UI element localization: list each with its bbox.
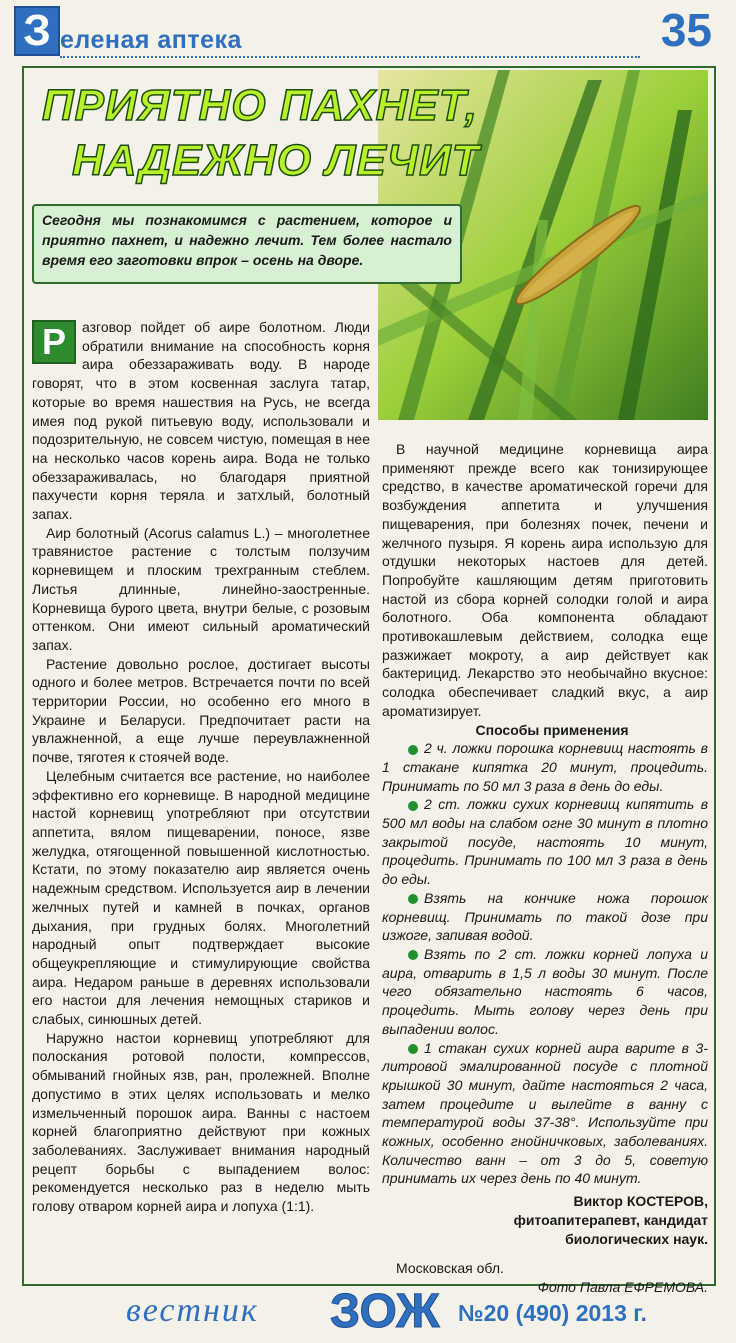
method-text: Взять на кончике ножа порошок корневищ. Принимать по такой дозе при изжоге, запивая водой. — [382, 889, 708, 944]
method-item — [382, 795, 708, 889]
dropcap: Р — [32, 320, 76, 364]
paragraph: В научной медицине корневища аира применяют прежде всего как тонизирующее средство, в качестве ароматической горечи для возбуждения аппетита и улучшения пищеварения, при болезнях почек, печени и желчного пузыря. Я корень аира использую для отдушки некоторых настоев для детей. Попробуйте кашляющим детям приготовить настой из сбора корней солодки голой и аира болотного. Оба компонента обладают противокашлевым действием, солодка еще разжижает мокроту, а аир действует как бактерицид. Лекарство это необычайно вкусное: солодка обеспечивает сладкий вкус, а аир ароматизирует. — [382, 441, 708, 719]
method-text: 2 ч. ложки порошка корневищ настоять в 1 стакане кипятка 20 минут, процедить. Принимать по 50 мл 3 раза в день до еды. — [382, 740, 708, 794]
rubric-divider — [60, 56, 640, 58]
bullet-dot — [408, 950, 418, 960]
bullet-dot — [408, 745, 418, 755]
bullet-dot — [408, 894, 418, 904]
column-right — [382, 440, 708, 1297]
paragraph: Аир болотный (Acorus calamus L.) – многолетнее травянистое растение с толстым ползучим корневищем и плоским трехгранным стеблем. Листья длинные, линейно-заостренные. Корневища бурого цвета, внутри белые, с розовым оттенком. Они имеют сильный ароматический запах. — [32, 524, 370, 653]
author-title-1: фитоапитерапевт, кандидат — [513, 1212, 708, 1229]
title-line-1: ПРИЯТНО ПАХНЕТ, — [42, 81, 479, 130]
method-text: Взять по 2 ст. ложки корней лопуха и аира, отварить в 1,5 л воды 30 минут. После чего обязательно настоять 6 часов, процедить. Мыть голову через день при выпадении волос. — [382, 945, 708, 1037]
bullet-dot — [408, 1044, 418, 1054]
footer-brand-logo: ЗОЖ — [330, 1285, 440, 1338]
method-item — [382, 945, 708, 1039]
author-name: Виктор КОСТЕРОВ, — [573, 1193, 708, 1210]
method-item — [382, 739, 708, 795]
author-region: Московская обл. — [396, 1260, 504, 1277]
article-lead: Сегодня мы познакомимся с растением, которое и приятно пахнет, и надежно лечит. Тем более настало время его заготовки впрок – осень на дворе. — [32, 204, 462, 284]
photo-credit: Фото Павла ЕФРЕМОВА. — [537, 1278, 708, 1295]
rubric-title: еленая аптека — [60, 26, 242, 54]
bullet-dot — [408, 801, 418, 811]
paragraph: Целебным считается все растение, но наиболее эффективно его корневище. В народной медицине настой корневищ употребляют при отсутствии аппетита, вялом пищеварении, поносе, язве желудка, отягощенной повышенной кислотностью. Кстати, по этому показателю аир является очень надежным средством. Используется аир в лечении желчных путей и камней в почках, органов дыхания, при грудных болях. Многолетний народный опыт подтверждает высокие общеукрепляющие и стимулирующие свойства аира. Недаром раньше в деревнях использовали его настои для лечения немощных стариков и слабых, синюшных детей. — [32, 767, 370, 1028]
article-title — [42, 78, 482, 188]
rubric-initial-badge: З — [14, 6, 60, 56]
footer-issue: №20 (490) 2013 г. — [458, 1300, 647, 1326]
paragraph: Наружно настои корневищ употребляют для полоскания ротовой полости, компрессов, обмываний гнойных язв, ран, пролежней. Вполне допустимо в этих целях использовать и мелко измельченный порошок аира. Ванны с настоем корней благоприятно действуют при кожных заболеваниях. Заслуживает внимания народный рецепт борьбы с выпадением волос: рекомендуется несколько раз в неделю мыть голову отваром корней аира и лопуха (1:1). — [32, 1029, 370, 1215]
author-block — [382, 1192, 708, 1249]
author-title-2: биологических наук. — [565, 1231, 708, 1248]
method-text: 2 ст. ложки сухих корневищ кипятить в 500 мл воды на слабом огне 30 минут в плотно закрытой посуде, настоять 10 минут, процедить. Принимать по 100 мл 3 раза в день до еды. — [382, 796, 708, 888]
column-left — [32, 318, 370, 1216]
paragraph — [32, 318, 370, 524]
footer-brand-script: вестник — [126, 1292, 259, 1329]
paragraph-text: азговор пойдет об аире болотном. Люди обратили внимание на способность корня аира обеззараживать воду. В народе говорят, что в этом косвенная заслуга татар, которые во время нашествия на Русь, не всегда имея под рукой питьевую воду, использовали и подозрительную, не совсем чистую, помещая в нее на несколько часов корень аира. Вода не только обеззараживалась, но благодаря приятной пахучести корня теряла и затхлый, болотный запах. — [32, 319, 370, 523]
page-number: 35 — [660, 4, 712, 56]
methods-title: Способы применения — [475, 721, 629, 738]
paragraph: Растение довольно рослое, достигает высоты одного и более метров. Встречается почти по всей территории России, но особенно его много в Украине и Беларуси. Предпочитает расти на увлажненной, а еще лучше переувлажненной почве, тяготея к стоячей воде. — [32, 655, 370, 766]
method-item — [382, 889, 708, 945]
title-line-2: НАДЕЖНО ЛЕЧИТ — [72, 136, 480, 185]
method-item — [382, 1039, 708, 1189]
method-text: 1 стакан сухих корней аира варите в 3-литровой эмалированной посуде с плотной крышкой 30 минут, дайте настояться 2 часа, затем процедите и вылейте в ванну с температурой воды 37-38°. Используйте при кожных, особенно гнойничковых, заболеваниях. Количество ванн – от 3 до 5, советую принимать их через день по 40 минут. — [382, 1039, 708, 1187]
